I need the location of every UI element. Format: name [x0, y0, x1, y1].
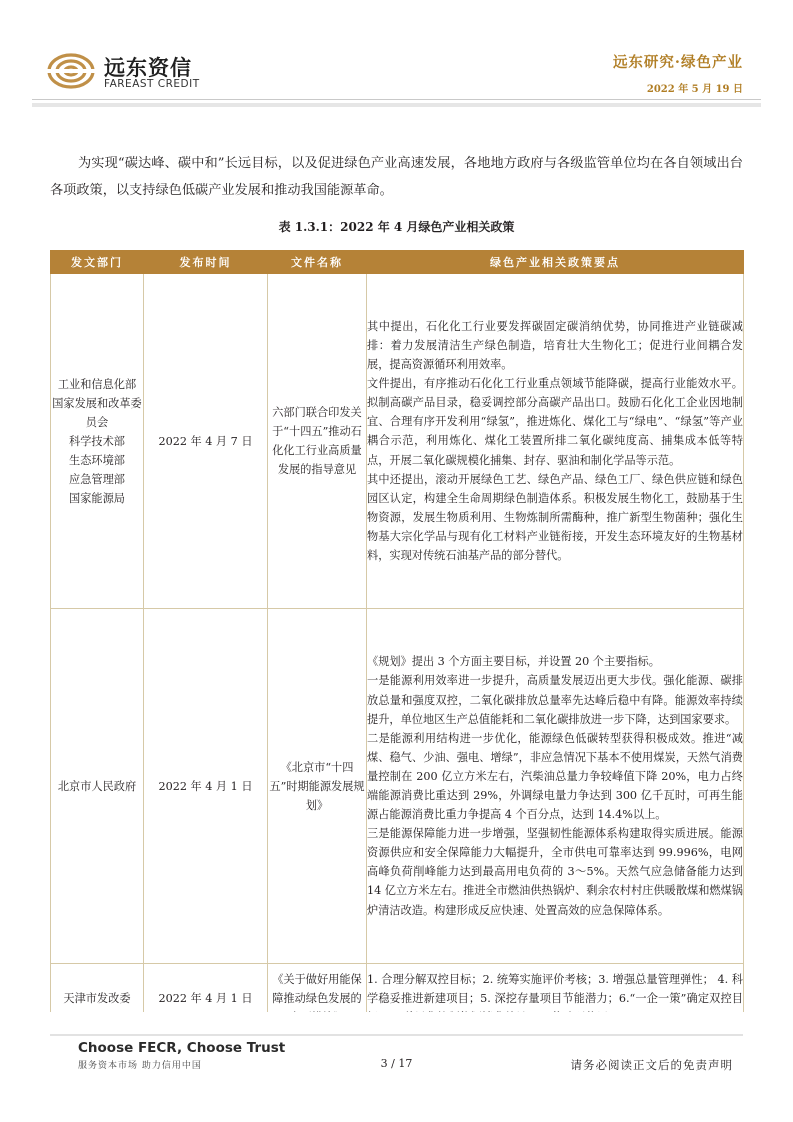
- column-header-issuer: 发文部门: [51, 251, 144, 274]
- table-caption: 表 1.3.1：2022 年 4 月绿色产业相关政策: [278, 220, 515, 234]
- issuer-line: 天津市发改委: [63, 992, 131, 1005]
- column-header-title: 文件名称: [268, 251, 367, 274]
- intro-paragraph: 为实现“碳达峰、碳中和”长远目标，以及促进绿色产业高速发展，各地地方政府与各级监管单位均在各自领域出台各项政策，以支持绿色低碳产业发展和推动我国能源革命。: [50, 156, 743, 198]
- table-header-row: [51, 251, 744, 274]
- table-row: [51, 274, 744, 609]
- issuer-line: 科学技术部: [69, 434, 125, 448]
- policy-point: 一是能源利用效率进一步提升，高质量发展迈出更大步伐。强化能源、碳排放总量和强度双控，二氧化碳排放总量率先达峰后稳中有降。能源效率持续提升，单位地区生产总值能耗和二氧化碳排放进一步下降，达到国家要求。: [367, 674, 743, 726]
- footer-slogan: Choose FECR, Choose Trust: [78, 1040, 286, 1056]
- logo-chinese-name: 远东资信: [104, 56, 192, 80]
- policy-point: 其中还提出，滚动开展绿色工艺、绿色产品、绿色工厂、绿色供应链和绿色园区认定，构建全生命周期绿色制造体系。积极发展生物化工，鼓励基于生物资源，发展生物质利用、生物炼制所需酶种，推广新型生物菌种；强化生物基大宗化学品与现有化工材料产业链衔接，开发生态环境友好的生物基材料，实现对传统石油基产品的部分替代。: [367, 472, 743, 563]
- issuer-line: 国家能源局: [69, 491, 125, 505]
- title-cell: 《关于做好用能保障推动绿色发展的: [268, 964, 367, 1034]
- issuer-line: 北京市人民政府: [57, 779, 137, 793]
- fareast-logo-icon: [46, 52, 96, 90]
- policy-point: 1. 合理分解双控目标；2. 统筹实施评价考核；3. 增强总量管理弹性； 4. 科学稳妥推进新建项目；5. 深挖存量项目节能潜力；6.“一企一策”确定双控目: [367, 972, 743, 1005]
- title-cell: 六部门联合印发关于“十四五”推动石化化工行业高质量发展的指导意见: [268, 274, 367, 609]
- header-divider: [32, 99, 761, 100]
- policy-table: [50, 250, 744, 1034]
- report-date: 2022 年 5 月 19 日: [646, 84, 743, 95]
- issuer-line: 工业和信息化部: [57, 377, 137, 391]
- issuer-line: 应急管理部: [69, 472, 125, 486]
- policy-point: 《规划》提出 3 个方面主要目标，并设置 20 个主要指标。: [367, 655, 660, 669]
- issuer-cell: [51, 609, 144, 964]
- policy-point: 二是能源利用结构进一步优化，能源绿色低碳转型获得积极成效。推进“减煤、稳气、少油、强电、增绿”，非应急情况下基本不使用煤炭，天然气消费量控制在 200 亿立方米左右，汽柴油总量力争较峰值下降 20%，电力占终端能源消费比重达到 29%，外调绿电量力争达到 300 亿千瓦时，可再生能源占能源消费比重力争提高 4 个百分点，达到 14.4%以上。: [367, 731, 743, 822]
- header-divider-band: [32, 103, 761, 107]
- disclaimer-note: 请务必阅读正文后的免责声明: [570, 1058, 733, 1072]
- date-cell: 2022 年 4 月 1 日: [144, 609, 268, 964]
- section-title: 远东研究·绿色产业: [612, 54, 743, 71]
- issuer-cell: [51, 274, 144, 609]
- column-header-points: 绿色产业相关政策要点: [367, 251, 744, 274]
- footer-subtitle: 服务资本市场 助力信用中国: [78, 1061, 202, 1071]
- policy-point: 其中提出，石化化工行业要发挥碳固定碳消纳优势，协同推进产业链碳减排：着力发展清洁生产绿色制造，培育壮大生物化工；促进行业间耦合发展，提高资源循环利用效率。: [367, 319, 743, 372]
- footer-divider: [50, 1034, 743, 1036]
- table-row: [51, 609, 744, 964]
- policy-point: 三是能源保障能力进一步增强，坚强韧性能源体系构建取得实质进展。能源资源供应和安全保障能力大幅提升，全市供电可靠率达到 99.996%，电网高峰负荷削峰能力达到最高用电负荷的 3～5%。天然气应急储备能力达到 14 亿立方米左右。推进全市燃油供热锅炉、剩余农村村庄供暖散煤和燃煤锅炉清洁改造。构建形成反应快速、处置高效的应急保障体系。: [367, 827, 743, 917]
- issuer-line: 国家发展和改革委员会: [52, 396, 142, 429]
- column-header-date: 发布时间: [144, 251, 268, 274]
- date-cell: 2022 年 4 月 1 日: [144, 964, 268, 1034]
- policy-point: 文件提出，有序推动石化化工行业重点领域节能降碳，提高行业能效水平。拟制高碳产品目录，稳妥调控部分高碳产品出口。鼓励石化化工企业因地制宜、合理有序开发利用“绿氢”，推进炼化、煤化工与“绿电”、“绿氢”等产业耦合示范，利用炼化、煤化工装置所排二氧化碳纯度高、捕集成本低等特点，开展二氧化碳规模化捕集、封存、驱油和制化学品等示范。: [367, 377, 743, 467]
- issuer-line: 生态环境部: [69, 453, 125, 467]
- logo-english-name: FAREAST CREDIT: [104, 78, 200, 90]
- page-header: [0, 0, 793, 118]
- points-cell: [367, 274, 744, 609]
- page-number: 3 / 17: [380, 1057, 413, 1070]
- points-cell: [367, 609, 744, 964]
- date-cell: 2022 年 4 月 7 日: [144, 274, 268, 609]
- title-cell: 《北京市“十四五”时期能源发展规划》: [268, 609, 367, 964]
